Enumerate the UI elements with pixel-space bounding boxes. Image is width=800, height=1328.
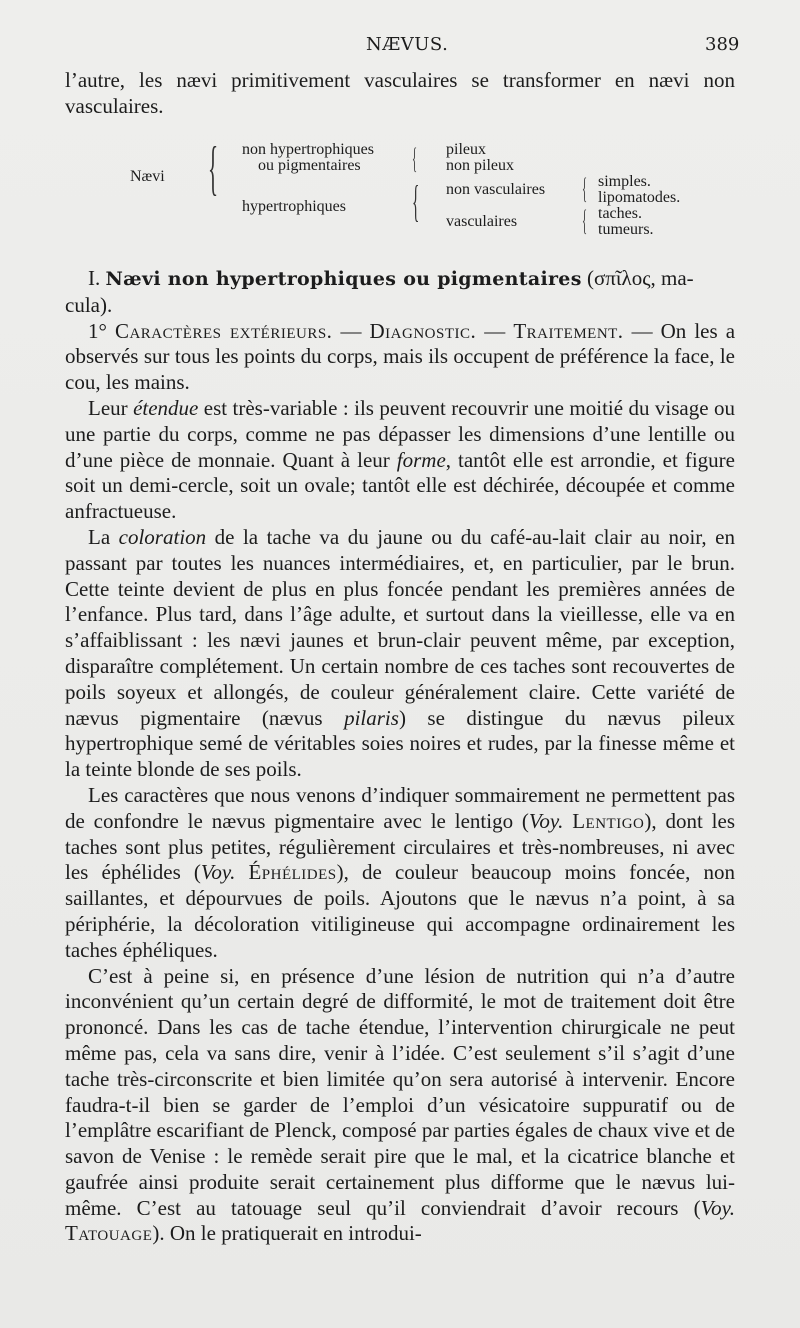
- running-title: NÆVUS.: [366, 34, 449, 55]
- branch-b-sub2: vasculaires: [446, 213, 518, 230]
- vasc-sub1: taches.: [598, 205, 642, 222]
- para3-pilaris: pilaris: [344, 705, 399, 730]
- classification-table: [100, 135, 720, 240]
- page-header: [0, 34, 800, 62]
- para2-forme: forme: [396, 447, 446, 472]
- para1-sep2: —: [476, 318, 514, 343]
- intro-line-2: vasculaires.: [65, 93, 164, 118]
- para4-text-d: ), dont les taches sont plus petites, régulièrement circulaires et très-nombreuses, ni avec les éphélides (: [65, 808, 736, 885]
- main-text: [65, 266, 735, 1247]
- vasc-sub2: tumeurs.: [598, 221, 654, 238]
- paragraph-1: [65, 319, 735, 396]
- para5-tatouage: Tatouage: [65, 1221, 153, 1246]
- page-number: 389: [705, 34, 740, 55]
- root-brace: {: [208, 135, 219, 201]
- para3-text-c: de la tache va du jaune ou du café-au-lait clair au noir, en passant par toutes les nuances intermédiaires, et, en particulier, par le brun. Cette teinte devient de plus en plus foncée pendant les premières années de l’enfance. Plus tard, dans l’âge adulte, et surtout dans la vieillesse, elle va en s’affaiblissant : les nævi jaunes et brun-clair peuvent même, par exception, disparaître complétement. Un certain nombre de ces taches sont recouvertes de poils soyeux et allongés, de couleur généralement claire. Cette variété de nævus pigmentaire (nævus: [65, 524, 735, 730]
- paragraph-3: [65, 525, 735, 783]
- para5-text-a: C’est à peine si, en présence d’une lésion de nutrition qui n’a d’autre inconvénient qu’un certain degré de difformité, le mot de traitement doit être prononcé. Dans les cas de tache étendue, l’intervention chirurgicale ne peut même pas, cela va sans dire, venir à l’idée. C’est seulement s’il s’agit d’une tache très-circonscrite et bien limitée qu’on sera autorisé à intervenir. Encore faudra-t-il bien se garder de l’emploi d’un vésicatoire suppuratif ou de l’emplâtre escarifiant de Plenck, composé par parties égales de chaux vive et de savon de Venise : le remède serait pire que le mal, et la cicatrice blanche et gaufrée ainsi produite serait certainement plus difforme que le nævus lui-même. C’est au tatouage seul qu’il conviendrait d’avoir recours (: [65, 963, 735, 1220]
- branch-a-sub1: pileux: [446, 141, 486, 158]
- para1-caracteres: Caractères extérieurs.: [114, 318, 333, 343]
- para3-text-a: La: [88, 524, 119, 549]
- para4-lentigo: Lentigo: [572, 808, 645, 833]
- heading-title: Nævi non hypertrophiques ou pigmentaires: [105, 268, 582, 290]
- para3-text-e: ) se distingue du nævus pileux hypertrophique semé de véritables soies noires et rudes, par la finesse même et la teinte blonde de ses poils.: [65, 705, 735, 782]
- branch-a-line1: non hypertrophiques: [242, 141, 374, 158]
- nonvasc-sub1: simples.: [598, 173, 651, 190]
- brace-b: {: [412, 177, 420, 226]
- para1-traitement: Traitement.: [513, 318, 624, 343]
- heading-cont: cula).: [65, 292, 113, 317]
- brace-a: {: [412, 142, 418, 175]
- branch-b-sub1: non vasculaires: [446, 181, 546, 198]
- para5-voy: Voy.: [700, 1195, 735, 1220]
- nonvasc-sub2: lipomatodes.: [598, 189, 681, 206]
- para1-text: — On les a observés sur tous les points du corps, mais ils occupent de préférence la face, le cou, les mains.: [65, 318, 736, 395]
- para4-ephelides: Éphélides: [248, 860, 337, 885]
- intro-line-1: l’autre, les nævi primitivement vasculaires se transformer en nævi non: [65, 68, 735, 92]
- para4-text-g: ), de couleur beaucoup moins foncée, non saillantes, et dépourvues de poils. Ajoutons que le nævus n’a point, à sa périphérie, la décoloration vitiligineuse qui accompagne ordinairement les taches éphéliques.: [65, 860, 736, 962]
- paragraph-4: [65, 783, 735, 964]
- para4-text-a: Les caractères que nous venons d’indiquer sommairement ne permettent pas de confondre le nævus pigmentaire avec le lentigo (: [65, 782, 735, 833]
- para1-sep1: —: [332, 318, 370, 343]
- class-root: Nævi: [130, 168, 165, 185]
- brace-nonvasc: {: [582, 172, 588, 205]
- para4-voy-1: Voy.: [528, 808, 564, 833]
- heading-greek: (σπῖλος, ma-: [586, 266, 694, 290]
- para2-text-c: est très-variable : ils peuvent recouvrir une moitié du visage ou une partie du corps, comme ne pas dépasser les dimensions d’une lentille ou d’une pièce de monnaie. Quant à leur: [65, 395, 735, 472]
- para2-text-a: Leur: [88, 395, 134, 420]
- para3-coloration: coloration: [118, 524, 207, 549]
- paragraph-2: [65, 396, 735, 525]
- brace-vasc: {: [582, 204, 588, 237]
- para2-etendue: étendue: [133, 395, 199, 420]
- heading-number: I.: [88, 266, 101, 290]
- intro-text: [65, 68, 735, 120]
- para5-text-d: ). On le pratiquerait en introdui-: [152, 1221, 422, 1246]
- branch-a-line2: ou pigmentaires: [258, 157, 361, 174]
- para4-voy-2: Voy.: [200, 860, 236, 885]
- section-heading: [65, 266, 735, 319]
- branch-a-sub2: non pileux: [446, 157, 514, 174]
- para2-text-e: , tantôt elle est arrondie, et figure soit un demi-cercle, soit un ovale; tantôt elle est déchirée, découpée et comme anfractueuse.: [65, 447, 735, 524]
- para1-diagnostic: Diagnostic.: [369, 318, 477, 343]
- para1-number: 1°: [88, 318, 107, 343]
- paragraph-5: [65, 964, 735, 1248]
- branch-b: hypertrophiques: [242, 198, 346, 215]
